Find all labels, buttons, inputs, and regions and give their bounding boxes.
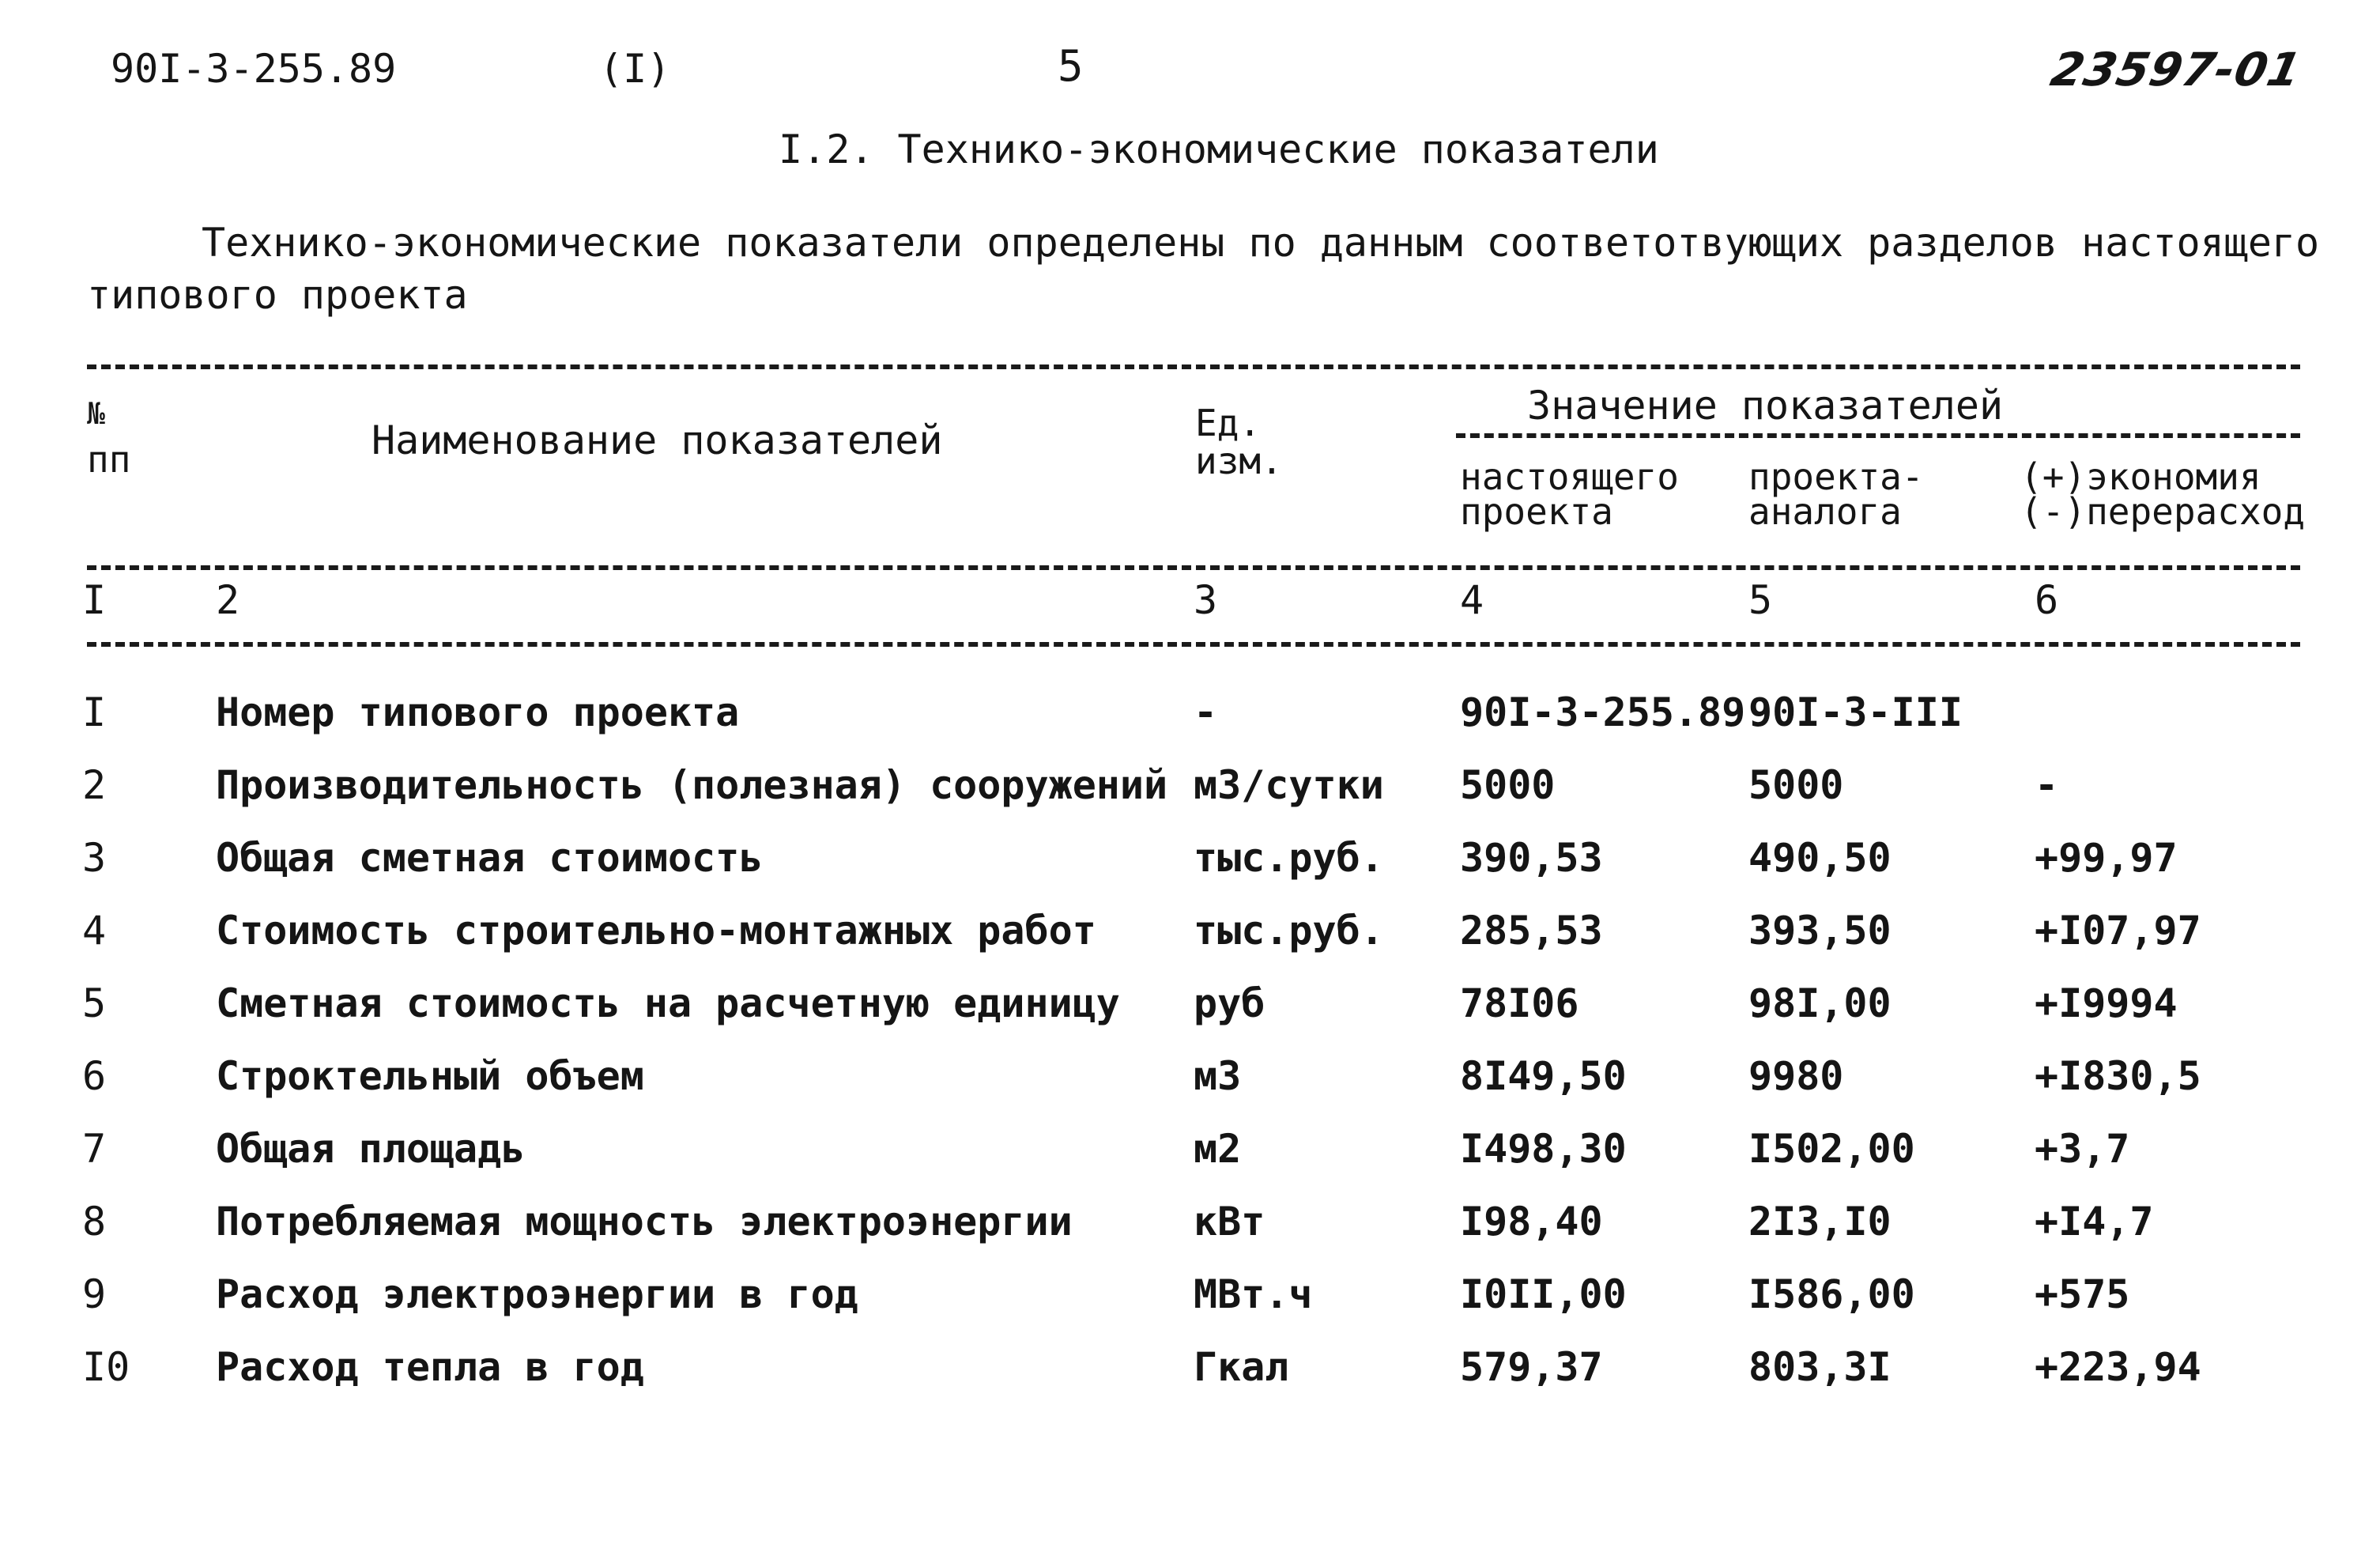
unit: м2 bbox=[1194, 1126, 1242, 1172]
header-unit-line-2: изм. bbox=[1195, 440, 1283, 482]
difference-value: +I07,97 bbox=[2035, 908, 2201, 954]
difference-value: +I830,5 bbox=[2035, 1053, 2201, 1099]
intro-line-2: типового проекта bbox=[87, 272, 468, 318]
current-value: 390,53 bbox=[1460, 835, 1603, 881]
table-row bbox=[0, 1053, 2380, 1126]
header-bottom-rule bbox=[87, 565, 2300, 570]
values-group-rule bbox=[1456, 433, 2300, 438]
unit: Гкал bbox=[1194, 1344, 1289, 1390]
row-number: 5 bbox=[82, 980, 107, 1026]
column-number-5: 5 bbox=[1748, 577, 1773, 623]
intro-line-1: Технико-экономические показатели определены по данным соответотвующих разделов настоящего bbox=[202, 220, 2320, 266]
analog-value: 98I,00 bbox=[1748, 980, 1892, 1026]
header-analog-line-1: проекта- bbox=[1748, 455, 1924, 498]
difference-value: +575 bbox=[2035, 1271, 2130, 1317]
analog-value: 90I-3-III bbox=[1748, 689, 1963, 735]
column-numbers-bottom-rule bbox=[87, 642, 2300, 647]
header-economy-line-1: (+)экономия bbox=[2020, 455, 2261, 498]
analog-value: 393,50 bbox=[1748, 908, 1892, 954]
analog-value: 5000 bbox=[1748, 762, 1844, 808]
row-number: 3 bbox=[82, 835, 107, 881]
current-value: 8I49,50 bbox=[1460, 1053, 1627, 1099]
unit: руб bbox=[1194, 980, 1265, 1026]
indicator-name: Сметная стоимость на расчетную единицу bbox=[216, 980, 1120, 1026]
inventory-stamp: 23597-01 bbox=[2046, 43, 2306, 96]
header-current-line-1: настоящего bbox=[1460, 455, 1679, 498]
analog-value: 2I3,I0 bbox=[1748, 1199, 1892, 1245]
current-value: 579,37 bbox=[1460, 1344, 1603, 1390]
table-top-rule bbox=[87, 364, 2300, 369]
column-number-1: I bbox=[82, 577, 107, 623]
indicator-name: Расход тепла в год bbox=[216, 1344, 644, 1390]
header-current-line-2: проекта bbox=[1460, 490, 1613, 533]
current-value: I98,40 bbox=[1460, 1199, 1603, 1245]
indicator-name: Общая сметная стоимость bbox=[216, 835, 764, 881]
column-number-4: 4 bbox=[1460, 577, 1484, 623]
unit: - bbox=[1194, 689, 1218, 735]
current-value: 90I-3-255.89 bbox=[1460, 689, 1746, 735]
difference-value: +I4,7 bbox=[2035, 1199, 2154, 1245]
header-indicator-name: Наименование показателей bbox=[372, 417, 943, 463]
table-row bbox=[0, 1344, 2380, 1417]
current-value: 285,53 bbox=[1460, 908, 1603, 954]
row-number: 7 bbox=[82, 1126, 107, 1172]
analog-value: I502,00 bbox=[1748, 1126, 1915, 1172]
part-number: (I) bbox=[599, 46, 671, 92]
header-values-group: Значение показателей bbox=[1527, 383, 2004, 429]
unit: МВт.ч bbox=[1194, 1271, 1313, 1317]
table-row bbox=[0, 835, 2380, 908]
unit: кВт bbox=[1194, 1199, 1265, 1245]
indicator-name: Стоимость строительно-монтажных работ bbox=[216, 908, 1096, 954]
analog-value: 9980 bbox=[1748, 1053, 1844, 1099]
table-row bbox=[0, 1126, 2380, 1199]
header-economy-line-2: (-)перерасход bbox=[2020, 490, 2306, 533]
analog-value: 803,3I bbox=[1748, 1344, 1892, 1390]
row-number: 8 bbox=[82, 1199, 107, 1245]
difference-value: +223,94 bbox=[2035, 1344, 2201, 1390]
unit: м3/сутки bbox=[1194, 762, 1384, 808]
unit: тыс.руб. bbox=[1194, 908, 1384, 954]
difference-value: - bbox=[2035, 762, 2059, 808]
current-value: 78I06 bbox=[1460, 980, 1579, 1026]
row-number: 2 bbox=[82, 762, 107, 808]
row-number: I bbox=[82, 689, 107, 735]
page-number: 5 bbox=[1058, 41, 1084, 91]
current-value: 5000 bbox=[1460, 762, 1556, 808]
section-title: I.2. Технико-экономические показатели bbox=[779, 127, 1659, 172]
unit: м3 bbox=[1194, 1053, 1242, 1099]
current-value: I0II,00 bbox=[1460, 1271, 1627, 1317]
header-num-sign: № bbox=[87, 396, 105, 431]
table-row bbox=[0, 762, 2380, 835]
indicator-name: Строктельный объем bbox=[216, 1053, 644, 1099]
column-number-2: 2 bbox=[216, 577, 240, 623]
row-number: I0 bbox=[82, 1344, 130, 1390]
row-number: 9 bbox=[82, 1271, 107, 1317]
unit: тыс.руб. bbox=[1194, 835, 1384, 881]
table-row bbox=[0, 908, 2380, 980]
row-number: 4 bbox=[82, 908, 107, 954]
analog-value: I586,00 bbox=[1748, 1271, 1915, 1317]
table-row bbox=[0, 1199, 2380, 1271]
difference-value: +3,7 bbox=[2035, 1126, 2130, 1172]
column-number-6: 6 bbox=[2035, 577, 2059, 623]
analog-value: 490,50 bbox=[1748, 835, 1892, 881]
header-unit-line-1: Ед. bbox=[1195, 402, 1262, 444]
table-row bbox=[0, 1271, 2380, 1344]
indicator-name: Расход электроэнергии в год bbox=[216, 1271, 858, 1317]
document-code: 90I-3-255.89 bbox=[111, 46, 397, 92]
current-value: I498,30 bbox=[1460, 1126, 1627, 1172]
indicator-name: Номер типового проекта bbox=[216, 689, 740, 735]
table-row bbox=[0, 980, 2380, 1053]
difference-value: +99,97 bbox=[2035, 835, 2178, 881]
indicator-name: Общая площадь bbox=[216, 1126, 526, 1172]
table-row bbox=[0, 689, 2380, 762]
column-number-3: 3 bbox=[1194, 577, 1218, 623]
header-analog-line-2: аналога bbox=[1748, 490, 1902, 533]
row-number: 6 bbox=[82, 1053, 107, 1099]
difference-value: +I9994 bbox=[2035, 980, 2178, 1026]
indicator-name: Потребляемая мощность электроэнергии bbox=[216, 1199, 1073, 1245]
header-num-abbrev: пп bbox=[87, 438, 131, 481]
indicator-name: Производительность (полезная) сооружений bbox=[216, 762, 1168, 808]
